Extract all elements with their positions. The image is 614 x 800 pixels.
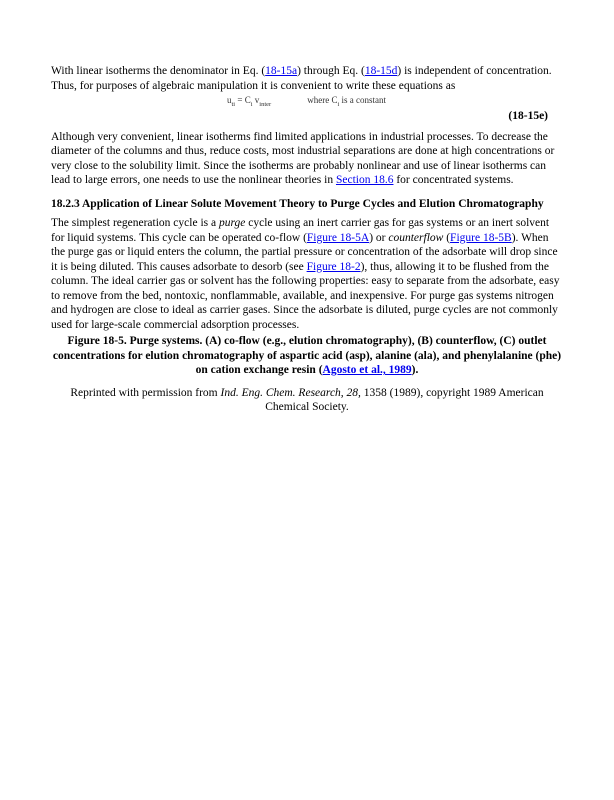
eq-18-15d-link[interactable]: 18-15d bbox=[364, 65, 398, 77]
text-span: Figure 18-5. Purge systems. (A) co-flow (e.g., elution chromatography), (B) counterflow, (C) outlet concentrations for elution chromatography of aspartic acid (asp), alanine (ala), and phenylalanine (phe) on cation exchange resin ( bbox=[52, 335, 562, 376]
text-span: for concentrated systems. bbox=[393, 174, 514, 186]
figure-18-5b-link[interactable]: Figure 18-5B bbox=[450, 231, 512, 244]
eq-lhs: u bbox=[227, 95, 232, 105]
eq-where: where C bbox=[307, 95, 338, 105]
eq-where-sub: i bbox=[337, 100, 340, 108]
document-page bbox=[51, 64, 563, 415]
text-span: Although very convenient, linear isotherms find limited applications in industrial processes. To decrease the diameter of the columns and thus, reduce costs, most industrial separations are done at high concentrations or very close to the solubility limit. Since the isotherms are probably nonlinear and use of linear isotherms can lead to large errors, one needs to use the nonlinear theories in bbox=[51, 130, 555, 186]
eq-lhs-sub: ti bbox=[231, 100, 236, 108]
text-span: ), thus, allowing it to be flushed from the column. The ideal carrier gas or solvent has the following properties: easy to separate from the adsorbate, easy to remove from the bed, nontoxic, nonflammable, available, and inexpensive. For purge gas systems nitrogen and hydrogen are close to ideal as carrier gases. Since the adsorbate is diluted, purge cycles are not commonly used for large-scale commercial adsorption processes. bbox=[51, 260, 560, 331]
text-span: ). When the purge gas or liquid enters the column, the partial pressure or concentration of the adsorbate will drop since it is being diluted. This causes adsorbate to desorb (see bbox=[51, 231, 558, 273]
eq-v: v bbox=[252, 95, 260, 105]
text-span: cycle using an inert carrier gas for gas systems or an inert solvent for liquid systems. This cycle can be operated co-flow ( bbox=[51, 217, 550, 244]
equation-18-15e bbox=[51, 93, 563, 109]
figure-credit bbox=[51, 386, 563, 415]
agosto-citation-link[interactable]: Agosto et al., 1989 bbox=[322, 364, 412, 376]
equation-number: (18-15e) bbox=[508, 110, 548, 122]
text-span: ) is independent of concentration. Thus, for purposes of algebraic manipulation it is convenient to write these equations as bbox=[51, 65, 552, 92]
text-span: Reprinted with permission from bbox=[70, 386, 221, 399]
intro-paragraph bbox=[51, 64, 563, 93]
eq-v-sub: inter bbox=[259, 100, 272, 108]
equation-image bbox=[227, 93, 386, 112]
journal-title: Ind. Eng. Chem. Research, 28, bbox=[220, 386, 361, 399]
italic-counterflow: counterflow bbox=[388, 231, 444, 244]
eq-18-15a-link[interactable]: 18-15a bbox=[265, 65, 298, 77]
text-span: The simplest regeneration cycle is a bbox=[51, 217, 219, 229]
section-18-6-link[interactable]: Section 18.6 bbox=[335, 174, 394, 186]
figure-18-5a-link[interactable]: Figure 18-5A bbox=[306, 231, 370, 244]
text-span: ) or bbox=[369, 231, 389, 244]
text-span: With linear isotherms the denominator in Eq. ( bbox=[51, 65, 266, 77]
text-span: 1358 (1989), copyright 1989 American Chemical Society. bbox=[265, 386, 544, 413]
eq-c-sub: i bbox=[250, 100, 253, 108]
eq-where-post: is a constant bbox=[339, 95, 387, 105]
figure-caption bbox=[51, 334, 563, 378]
eq-c: = C bbox=[235, 95, 251, 105]
text-span: ) through Eq. ( bbox=[297, 65, 365, 77]
purge-cycle-paragraph bbox=[51, 216, 563, 332]
italic-purge: purge bbox=[218, 217, 246, 229]
figure-18-2-link[interactable]: Figure 18-2 bbox=[306, 260, 361, 273]
text-span: ( bbox=[443, 231, 451, 244]
section-heading: 18.2.3 Application of Linear Solute Movement Theory to Purge Cycles and Elution Chromatography bbox=[51, 197, 544, 210]
linear-isotherm-paragraph bbox=[51, 130, 563, 188]
text-span: ). bbox=[411, 364, 419, 376]
